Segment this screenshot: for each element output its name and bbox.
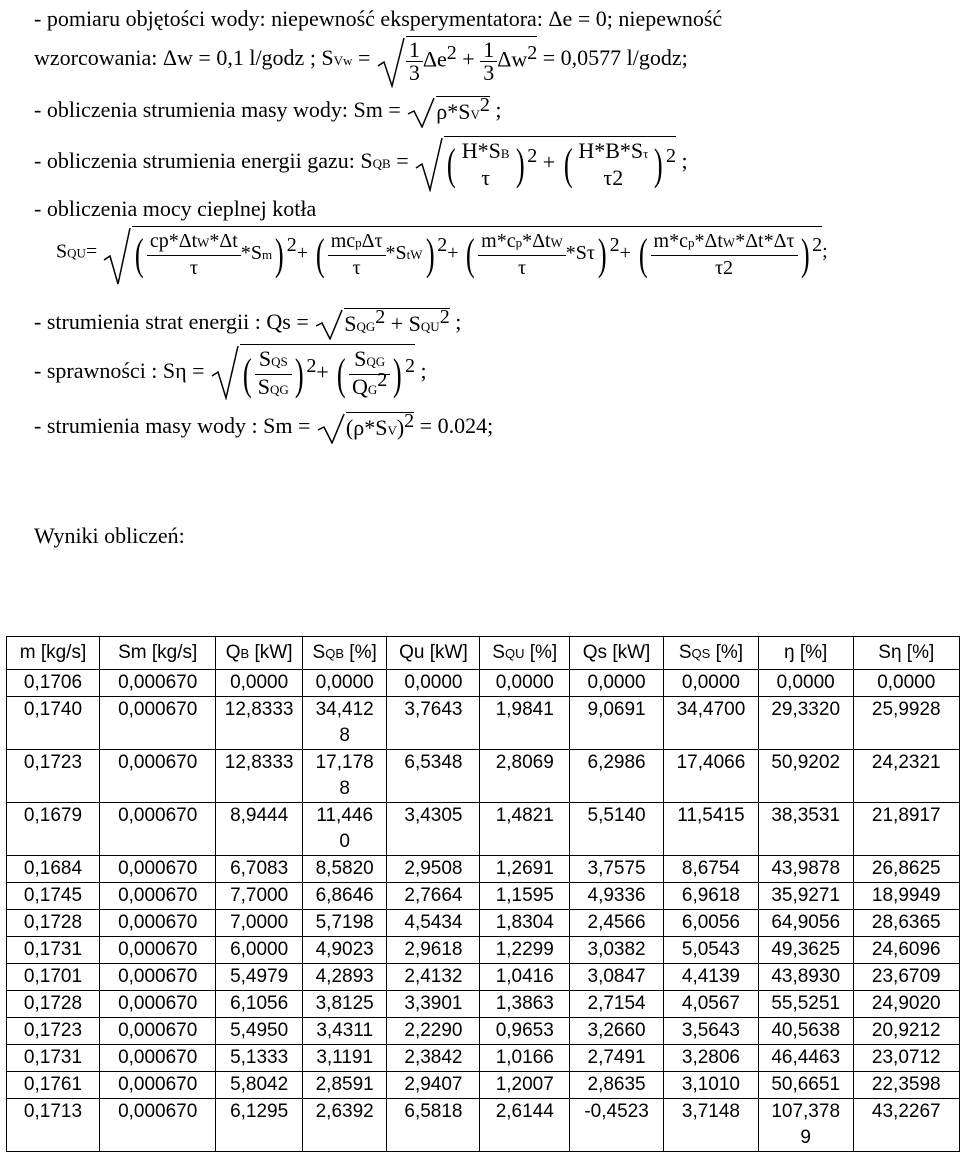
formula-text: Δw xyxy=(497,46,528,72)
table-cell: 0,000670 xyxy=(99,937,215,964)
table-cell: 25,9928 xyxy=(853,697,959,750)
table-cell: 5,4950 xyxy=(216,1018,302,1045)
table-cell: 5,4979 xyxy=(216,964,302,991)
table-cell: 4,5434 xyxy=(387,910,480,937)
table-cell: 7,7000 xyxy=(216,883,302,910)
table-cell: 8,9444 xyxy=(216,803,302,856)
table-cell: 0,1761 xyxy=(7,1072,100,1099)
table-row xyxy=(7,1099,960,1152)
table-cell: 55,5251 xyxy=(758,991,853,1018)
table-cell: 0,000670 xyxy=(99,910,215,937)
table-cell: 0,1713 xyxy=(7,1099,100,1152)
formula-line-3 xyxy=(34,96,502,128)
fraction xyxy=(406,39,423,84)
table-cell: 0,0000 xyxy=(853,670,959,697)
table-cell: 0,1728 xyxy=(7,910,100,937)
table-cell: 2,2290 xyxy=(387,1018,480,1045)
table-cell: 4,9336 xyxy=(570,883,664,910)
table-cell: 0,000670 xyxy=(99,883,215,910)
table-cell: 3,5643 xyxy=(664,1018,759,1045)
radical: (ρ*SV)2 xyxy=(316,412,414,444)
radical xyxy=(376,36,537,84)
table-cell: 2,8591 xyxy=(302,1072,387,1099)
table-cell: 2,4132 xyxy=(387,964,480,991)
table-cell: 6,2986 xyxy=(570,750,664,803)
table-cell: 4,9023 xyxy=(302,937,387,964)
table-cell: 3,0847 xyxy=(570,964,664,991)
numerator: 1 xyxy=(406,39,423,62)
table-cell: 7,0000 xyxy=(216,910,302,937)
table-cell: 1,0166 xyxy=(480,1045,570,1072)
numerator: m*cp*ΔtW xyxy=(478,229,566,256)
formula-text: - obliczenia mocy cieplnej kotła xyxy=(34,196,317,221)
formula-text: - obliczenia strumienia masy wody: Sm = xyxy=(34,97,401,123)
radical: ( $\frac{\text{cp*ΔtW*Δt}}{\tau}$ *Sm) 2+ ( $\frac{\text{mcpΔτ}}{\tau}$ *StW) 2+ ( $\frac{\text{m*cp*ΔtW}}{\tau}$ *Sτ) 2+ ( $\frac{\text{m*cp*ΔtW*Δt*Δτ}}{\tau 2}$ ) 2 xyxy=(102,226,822,280)
table-cell: 38,3531 xyxy=(758,803,853,856)
radical: SQG2 + SQU2 xyxy=(314,308,449,340)
table-cell: 1,0416 xyxy=(480,964,570,991)
formula-text: Δe xyxy=(422,46,447,72)
table-cell: 3,3901 xyxy=(387,991,480,1018)
table-cell: 1,8304 xyxy=(480,910,570,937)
table-cell: 0,0000 xyxy=(302,670,387,697)
numerator: m*cp*ΔtW*Δt*Δτ xyxy=(651,229,798,256)
table-cell: 8,6754 xyxy=(664,856,759,883)
table-cell: 49,3625 xyxy=(758,937,853,964)
column-header: ŋ [%] xyxy=(758,637,853,670)
formula-subscript: QB xyxy=(372,156,391,172)
table-row xyxy=(7,991,960,1018)
table-cell: 0,1740 xyxy=(7,697,100,750)
table-cell: 26,8625 xyxy=(853,856,959,883)
numerator: mcpΔτ xyxy=(328,229,386,256)
numerator: SQG xyxy=(349,347,390,375)
table-cell: 0,9653 xyxy=(480,1018,570,1045)
radical-icon xyxy=(414,136,444,192)
exponent: 2 xyxy=(479,94,490,116)
exponent: 2 xyxy=(446,41,457,64)
denominator: τ xyxy=(189,257,198,279)
table-row xyxy=(7,910,960,937)
table-cell: 9,0691 xyxy=(570,697,664,750)
table-cell: -0,4523 xyxy=(570,1099,664,1152)
table-cell: 0,000670 xyxy=(99,750,215,803)
table-cell: 43,2267 xyxy=(853,1099,959,1152)
column-header: Qs [kW] xyxy=(570,637,664,670)
formula-text: - strumienia masy wody : Sm = xyxy=(34,413,311,439)
table-cell: 0,1723 xyxy=(7,750,100,803)
exponent: 2 xyxy=(527,144,538,167)
radical-icon xyxy=(102,226,132,286)
table-cell: 6,0000 xyxy=(216,937,302,964)
table-cell: 107,378 9 xyxy=(758,1099,853,1152)
column-header: SQU [%] xyxy=(480,637,570,670)
table-cell: 46,4463 xyxy=(758,1045,853,1072)
table-cell: 4,0567 xyxy=(664,991,759,1018)
denominator: 3 xyxy=(483,60,495,85)
table-cell: 2,3842 xyxy=(387,1045,480,1072)
table-cell: 3,0382 xyxy=(570,937,664,964)
formula-text: ; xyxy=(676,148,688,174)
table-cell: 6,5818 xyxy=(387,1099,480,1152)
table-cell: 0,000670 xyxy=(99,1072,215,1099)
table-cell: 2,9508 xyxy=(387,856,480,883)
radical-icon xyxy=(314,308,344,340)
table-cell: 3,4311 xyxy=(302,1018,387,1045)
table-cell: 0,000670 xyxy=(99,991,215,1018)
table-row xyxy=(7,883,960,910)
table-cell: 0,1728 xyxy=(7,991,100,1018)
denominator: τ xyxy=(481,165,491,190)
denominator: 3 xyxy=(408,60,420,85)
table-cell: 11,446 0 xyxy=(302,803,387,856)
table-cell: 2,9618 xyxy=(387,937,480,964)
table-cell: 0,0000 xyxy=(480,670,570,697)
column-header: SQS [%] xyxy=(664,637,759,670)
formula-text: - obliczenia strumienia energii gazu: S xyxy=(34,148,373,174)
radical xyxy=(406,96,490,128)
table-cell: 0,1679 xyxy=(7,803,100,856)
table-cell: 50,6651 xyxy=(758,1072,853,1099)
table-cell: 5,5140 xyxy=(570,803,664,856)
table-cell: 0,1706 xyxy=(7,670,100,697)
table-cell: 43,8930 xyxy=(758,964,853,991)
table-cell: 2,8635 xyxy=(570,1072,664,1099)
formula-line-9: - strumienia masy wody : Sm = (ρ*SV)2 = 0.024; xyxy=(34,412,493,444)
table-cell: 1,4821 xyxy=(480,803,570,856)
table-cell: 1,1595 xyxy=(480,883,570,910)
formula-text: = xyxy=(352,45,376,71)
table-cell: 0,0000 xyxy=(387,670,480,697)
formula-text: ; xyxy=(489,97,502,123)
denominator: QG2 xyxy=(352,369,388,399)
table-cell: 24,6096 xyxy=(853,937,959,964)
table-cell: 6,0056 xyxy=(664,910,759,937)
table-cell: 0,000670 xyxy=(99,1045,215,1072)
table-cell: 0,1684 xyxy=(7,856,100,883)
formula-text: - pomiaru objętości wody: niepewność eksperymentatora: Δe = 0; niepewność xyxy=(34,6,723,31)
table-cell: 1,2691 xyxy=(480,856,570,883)
table-cell: 1,3863 xyxy=(480,991,570,1018)
radical: ( H*SB τ ) 2 + ( H*B*Sτ τ2 ) 2 xyxy=(414,136,676,190)
formula-text: - strumienia strat energii : Qs = xyxy=(34,309,309,335)
formula-text: + xyxy=(456,46,481,72)
table-cell: 2,7154 xyxy=(570,991,664,1018)
table-cell: 34,4700 xyxy=(664,697,759,750)
table-cell: 8,5820 xyxy=(302,856,387,883)
table-cell: 2,4566 xyxy=(570,910,664,937)
table-cell: 12,8333 xyxy=(216,697,302,750)
formula-text: = xyxy=(390,148,409,174)
table-cell: 5,7198 xyxy=(302,910,387,937)
formula-text: = 0,0577 l/godz; xyxy=(537,45,688,71)
column-header: Qu [kW] xyxy=(387,637,480,670)
table-cell: 6,8646 xyxy=(302,883,387,910)
numerator: H*B*Sτ xyxy=(578,138,649,163)
table-cell: 2,6144 xyxy=(480,1099,570,1152)
table-row xyxy=(7,803,960,856)
radical-icon xyxy=(376,36,406,88)
radical-icon xyxy=(316,412,346,444)
table-cell: 2,8069 xyxy=(480,750,570,803)
table-cell: 3,1191 xyxy=(302,1045,387,1072)
formula-text: - sprawności : Sη = xyxy=(34,358,205,384)
table-cell: 0,000670 xyxy=(99,697,215,750)
table-header-row xyxy=(7,637,960,670)
table-cell: 64,9056 xyxy=(758,910,853,937)
exponent: 2 xyxy=(666,144,677,167)
table-cell: 2,7664 xyxy=(387,883,480,910)
table-cell: 0,1701 xyxy=(7,964,100,991)
column-header: m [kg/s] xyxy=(7,637,100,670)
table-cell: 23,0712 xyxy=(853,1045,959,1072)
table-cell: 5,0543 xyxy=(664,937,759,964)
fraction xyxy=(575,139,651,190)
table-cell: 3,1010 xyxy=(664,1072,759,1099)
table-cell: 3,7148 xyxy=(664,1099,759,1152)
table-cell: 40,5638 xyxy=(758,1018,853,1045)
table-cell: 6,7083 xyxy=(216,856,302,883)
table-cell: 0,0000 xyxy=(216,670,302,697)
formula-line-1 xyxy=(34,6,722,32)
table-cell: 3,2806 xyxy=(664,1045,759,1072)
table-row xyxy=(7,937,960,964)
radical: ( $\frac{\text{SQS}}{\text{SQG}}$ ) 2+ ( $\frac{\text{SQG}}{QG2}$ ) 2 xyxy=(210,344,415,402)
table-cell: 0,000670 xyxy=(99,1099,215,1152)
column-header: SQB [%] xyxy=(302,637,387,670)
table-cell: 4,4139 xyxy=(664,964,759,991)
table-cell: 2,9407 xyxy=(387,1072,480,1099)
table-cell: 1,9841 xyxy=(480,697,570,750)
table-cell: 6,1056 xyxy=(216,991,302,1018)
table-cell: 17,4066 xyxy=(664,750,759,803)
exponent: 2 xyxy=(527,41,538,64)
formula-line-8: - sprawności : Sη = ( $\frac{\text{SQS}}{\text{SQG}}$ ) 2+ ( $\frac{\text{SQG}}{QG2}$ ) 2 ; xyxy=(34,344,427,402)
column-header: Sη [%] xyxy=(853,637,959,670)
column-header: QB [kW] xyxy=(216,637,302,670)
table-cell: 6,5348 xyxy=(387,750,480,803)
formula-text: ρ*S xyxy=(436,99,471,124)
formula-line-2 xyxy=(34,36,688,84)
table-cell: 0,1731 xyxy=(7,937,100,964)
table-cell: 3,7643 xyxy=(387,697,480,750)
plus-sign: + xyxy=(542,149,556,175)
table-row xyxy=(7,697,960,750)
table-cell: 50,9202 xyxy=(758,750,853,803)
table-cell: 1,2299 xyxy=(480,937,570,964)
table-cell: 43,9878 xyxy=(758,856,853,883)
fraction xyxy=(147,229,241,280)
table-cell: 0,1723 xyxy=(7,1018,100,1045)
numerator: 1 xyxy=(480,39,497,62)
fraction xyxy=(349,347,390,402)
table-row xyxy=(7,1072,960,1099)
table-cell: 0,0000 xyxy=(664,670,759,697)
numerator: cp*ΔtW*Δt xyxy=(147,229,241,256)
table-cell: 6,1295 xyxy=(216,1099,302,1152)
table-cell: 0,0000 xyxy=(570,670,664,697)
denominator: τ xyxy=(352,257,361,279)
table-cell: 21,8917 xyxy=(853,803,959,856)
table-cell: 0,1731 xyxy=(7,1045,100,1072)
table-cell: 0,1745 xyxy=(7,883,100,910)
table-cell: 0,000670 xyxy=(99,803,215,856)
table-cell: 0,0000 xyxy=(758,670,853,697)
table-cell: 3,4305 xyxy=(387,803,480,856)
table-cell: 24,2321 xyxy=(853,750,959,803)
table-cell: 2,6392 xyxy=(302,1099,387,1152)
table-cell: 5,8042 xyxy=(216,1072,302,1099)
table-row xyxy=(7,670,960,697)
results-heading: Wyniki obliczeń: xyxy=(34,523,185,548)
radical-icon xyxy=(406,96,436,128)
table-cell: 11,5415 xyxy=(664,803,759,856)
table-cell: 0,000670 xyxy=(99,670,215,697)
table-cell: 3,7575 xyxy=(570,856,664,883)
formula-line-7: - strumienia strat energii : Qs = SQG2 + SQU2 ; xyxy=(34,308,461,340)
formula-line-6: SQU= ( $\frac{\text{cp*ΔtW*Δt}}{\tau}$ *Sm) 2+ ( $\frac{\text{mcpΔτ}}{\tau}$ *StW) 2+ ( $\frac{\text{m*cp*ΔtW}}{\tau}$ *Sτ) 2+ ( $\frac{\text{m*cp*ΔtW*Δt*Δτ}}{\tau 2}$ ) 2; xyxy=(56,226,828,280)
table-cell: 4,2893 xyxy=(302,964,387,991)
formula-subscript: Vw xyxy=(333,53,353,69)
table-cell: 0,000670 xyxy=(99,964,215,991)
formula-line-5 xyxy=(34,196,316,222)
fraction xyxy=(328,229,386,280)
column-header: Sm [kg/s] xyxy=(99,637,215,670)
table-body xyxy=(7,670,960,1152)
table-cell: 3,8125 xyxy=(302,991,387,1018)
formula-line-4 xyxy=(34,136,688,190)
table-cell: 17,178 8 xyxy=(302,750,387,803)
fraction xyxy=(255,347,292,402)
table-cell: 24,9020 xyxy=(853,991,959,1018)
denominator: τ xyxy=(517,257,526,279)
table-cell: 0,000670 xyxy=(99,1018,215,1045)
radical-icon xyxy=(210,344,240,400)
table-cell: 5,1333 xyxy=(216,1045,302,1072)
table-row xyxy=(7,1045,960,1072)
table-cell: 0,000670 xyxy=(99,856,215,883)
table-cell: 28,6365 xyxy=(853,910,959,937)
numerator: SQS xyxy=(255,347,292,375)
numerator: H*SB xyxy=(461,138,510,163)
table-cell: 12,8333 xyxy=(216,750,302,803)
fraction xyxy=(459,139,513,190)
table-cell: 29,3320 xyxy=(758,697,853,750)
denominator: SQG xyxy=(257,374,289,399)
fraction xyxy=(478,229,566,280)
formula-subscript: V xyxy=(470,107,480,122)
table-row xyxy=(7,1018,960,1045)
table-cell: 23,6709 xyxy=(853,964,959,991)
table-cell: 2,7491 xyxy=(570,1045,664,1072)
table-cell: 35,9271 xyxy=(758,883,853,910)
formula-text: wzorcowania: Δw = 0,1 l/godz ; S xyxy=(34,45,334,71)
table-row xyxy=(7,750,960,803)
denominator: τ2 xyxy=(603,165,624,190)
table-cell: 1,2007 xyxy=(480,1072,570,1099)
table-row xyxy=(7,964,960,991)
denominator: τ2 xyxy=(715,257,734,279)
fraction xyxy=(651,229,798,280)
table-cell: 34,412 8 xyxy=(302,697,387,750)
table-cell: 18,9949 xyxy=(853,883,959,910)
table-row xyxy=(7,856,960,883)
table-cell: 3,2660 xyxy=(570,1018,664,1045)
table-cell: 22,3598 xyxy=(853,1072,959,1099)
fraction xyxy=(480,39,497,84)
table-cell: 20,9212 xyxy=(853,1018,959,1045)
results-table xyxy=(6,636,960,1152)
table-cell: 6,9618 xyxy=(664,883,759,910)
